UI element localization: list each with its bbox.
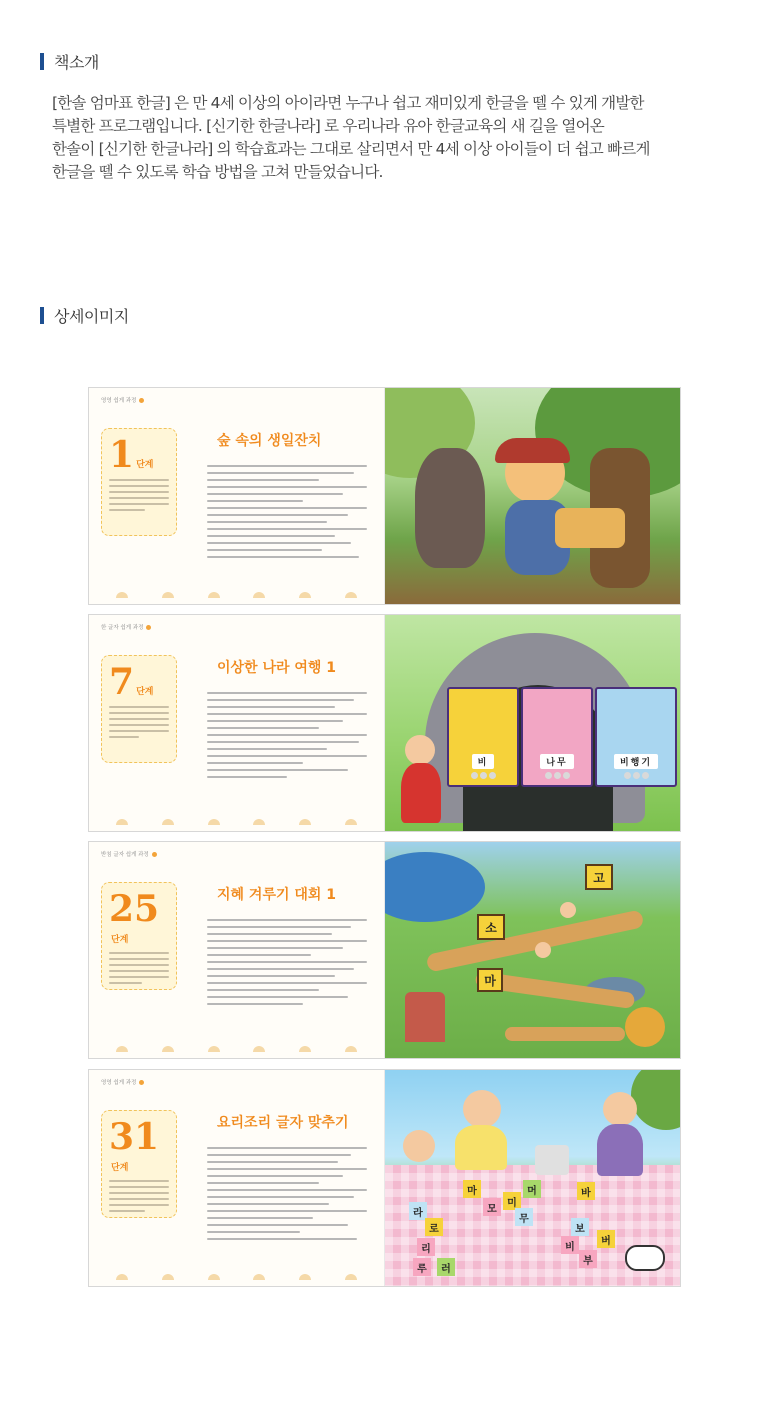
letter-tile: 미 [503,1192,521,1210]
letter-sign: 마 [477,968,503,992]
letter-tile: 루 [413,1258,431,1276]
letter-tile: 버 [597,1230,615,1248]
step-unit: 단계 [136,687,154,697]
spread-text-page [89,615,385,831]
running-head: 한 글자 쉽게 과정 [101,623,151,631]
story-title: 숲 속의 생일잔치 [217,433,322,449]
letter-tile: 부 [579,1250,597,1268]
heading-accent-bar [40,53,44,70]
step-unit: 단계 [111,935,129,945]
story-text [207,687,367,783]
letter-tile: 리 [417,1238,435,1256]
intro-line: [한솔 엄마표 한글] 은 만 4세 이상의 아이라면 누구나 쉽고 재미있게 한글을 뗄 수 있게 개발한 [52,94,644,112]
section-title: 책소개 [54,53,99,72]
step-card [101,428,177,536]
letter-tile: 모 [483,1198,501,1216]
map-path-illustration [385,842,680,1058]
book-intro-paragraph [52,92,752,184]
letter-sign: 고 [585,864,613,890]
cave-cards-illustration [385,615,680,831]
word-card: 비행기 [595,687,677,787]
running-head: 영영 쉽게 과정 [101,396,144,404]
book-spread-31 [88,1069,681,1287]
step-card [101,1110,177,1218]
story-text [207,460,367,563]
letter-tile: 마 [463,1180,481,1198]
book-spread-7 [88,614,681,832]
step-unit: 단계 [136,460,154,470]
spread-text-page [89,1070,385,1286]
word-card: 비 [447,687,519,787]
letter-tile: 러 [437,1258,455,1276]
spread-text-page [89,388,385,604]
letter-tile: 머 [523,1180,541,1198]
letter-tile: 로 [425,1218,443,1236]
intro-line: 한솔이 [신기한 한글나라] 의 학습효과는 그대로 살리면서 만 4세 이상 아이들이 더 쉽고 빠르게 [52,140,650,158]
story-title: 요리조리 글자 맞추기 [217,1115,349,1131]
story-text [207,914,367,1010]
step-number: 1 [109,434,135,476]
step-number: 7 [109,661,135,703]
story-text [207,1142,367,1245]
running-head: 영영 쉽게 과정 [101,1078,144,1086]
section-title: 상세이미지 [54,307,129,326]
step-number: 31 [109,1116,160,1158]
story-title: 지혜 겨루기 대회 1 [217,887,337,903]
section-heading-detail [40,304,129,327]
letter-tile: 보 [571,1218,589,1236]
book-spread-25 [88,841,681,1059]
letter-sign: 소 [477,914,505,940]
running-head: 받침 글자 쉽게 과정 [101,850,157,858]
intro-line: 특별한 프로그램입니다. [신기한 한글나라] 로 우리나라 유아 한글교육의 새 길을 열어온 [52,117,604,135]
picnic-letters-illustration [385,1070,680,1286]
letter-tile: 라 [409,1202,427,1220]
step-number: 25 [109,888,160,930]
step-unit: 단계 [111,1163,129,1173]
story-title: 이상한 나라 여행 1 [217,660,337,676]
word-card: 나무 [521,687,593,787]
forest-wolf-illustration [385,388,680,604]
step-card [101,655,177,763]
letter-tile: 무 [515,1208,533,1226]
book-spread-1 [88,387,681,605]
step-card [101,882,177,990]
letter-tile: 비 [561,1236,579,1254]
letter-tile: 바 [577,1182,595,1200]
heading-accent-bar [40,307,44,324]
spread-text-page [89,842,385,1058]
section-heading-intro [40,50,99,73]
intro-line: 한글을 뗄 수 있도록 학습 방법을 고쳐 만들었습니다. [52,163,383,181]
